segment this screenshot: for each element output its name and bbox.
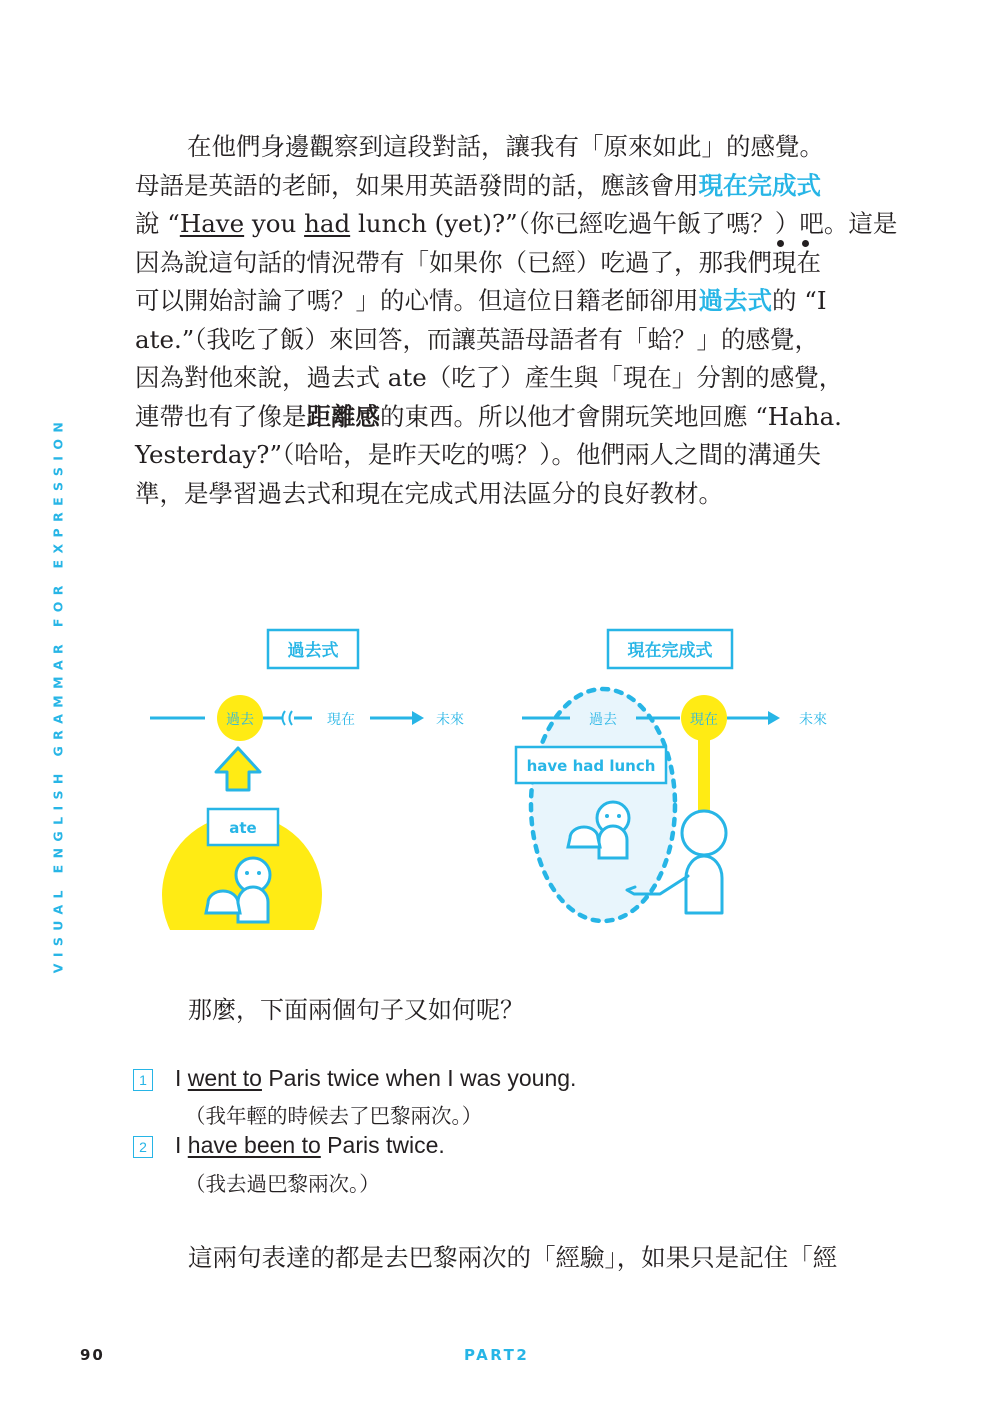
term-distance: 距離感: [306, 401, 380, 431]
page-number: 90: [80, 1346, 105, 1364]
timeline-past-label: 過去: [226, 712, 254, 728]
timeline-right-future-label: 未來: [799, 712, 827, 728]
text-run: 因為說這句話的情況帶有「如果你（已經）吃過了，那我們: [135, 247, 772, 277]
present-perfect-title: 現在完成式: [627, 641, 713, 661]
underlined-had: had: [304, 209, 351, 238]
sidebar-title-text: VISUAL ENGLISH GRAMMAR FOR EXPRESSION: [50, 415, 66, 974]
body-line-3: [135, 205, 898, 244]
example-translation-1: （我年輕的時候去了巴黎兩次。）: [185, 1104, 483, 1128]
tense-diagram: [150, 620, 870, 930]
arrow-right-icon: [768, 711, 780, 725]
term-present-perfect: 現在完成式: [698, 170, 821, 200]
have-had-lunch-label: have had lunch: [526, 757, 656, 775]
text-run: 在他們身邊觀察到這段對話，讓我有「原來如此」的感覺。: [187, 132, 824, 161]
underlined-have: Have: [179, 209, 245, 238]
body-line-6: [135, 321, 865, 360]
text-run: 因為對他來說，過去式 ate（吃了）產生與「現在」分割的感覺，: [135, 363, 844, 392]
body-line-4: [135, 244, 865, 283]
text-run: 母語是英語的老師，如果用英語發問的話，應該會用: [135, 170, 699, 200]
text-run: 準，是學習過去式和現在完成式用法區分的良好教材。: [135, 478, 723, 508]
ate-label: ate: [229, 819, 257, 837]
text-run: you: [244, 209, 305, 238]
text-run: ate.”（我吃了飯）來回答，而讓英語母語者有「蛤？」的感覺，: [135, 324, 820, 354]
underlined-verb: have been to: [187, 1132, 321, 1158]
body-line-5: [135, 282, 865, 321]
timeline-right-past-label: 過去: [589, 712, 617, 728]
timeline-right-present-label: 現在: [690, 712, 718, 728]
body-paragraph: [135, 128, 898, 513]
past-tense-title: 過去式: [287, 641, 339, 661]
body-line-2: [135, 167, 865, 206]
text-run: 連帶也有了像是: [135, 401, 307, 431]
up-arrow-icon: [216, 748, 260, 790]
body-line-10: [135, 475, 865, 514]
text-run: Paris twice.: [320, 1132, 445, 1158]
timeline-present-label: 現在: [327, 712, 355, 728]
emphasis-now: 現在: [772, 247, 821, 277]
body-line-7: [135, 359, 865, 398]
text-run: lunch (yet)?”（你已經吃過午飯了嗎？）吧。這是: [350, 209, 898, 238]
example-sentence-1: [133, 1065, 576, 1092]
timeline-future-label: 未來: [436, 712, 464, 728]
text-run: 可以開始討論了嗎？」的心情。但這位日籍老師卻用: [135, 286, 699, 315]
example-number-2: 2: [133, 1136, 153, 1158]
example-translation-2: （我去過巴黎兩次。）: [185, 1172, 380, 1196]
timeline-break-icon: [283, 711, 293, 725]
body-line-8: [135, 398, 865, 437]
question-text: 那麼，下面兩個句子又如何呢？: [188, 996, 524, 1024]
body-line-9: [135, 436, 865, 475]
body-line-1: [135, 128, 865, 167]
text-run: 的東西。所以他才會開玩笑地回應 “Haha.: [380, 401, 842, 431]
text-run: Yesterday?”（哈哈，是昨天吃的嗎？）。他們兩人之間的溝通失: [135, 440, 821, 469]
text-run: I: [175, 1065, 188, 1091]
sidebar-series-title: [48, 415, 68, 974]
part-label: PART2: [464, 1346, 530, 1364]
underlined-verb: went to: [187, 1065, 262, 1091]
text-run: I: [175, 1132, 188, 1158]
text-run: 說 “: [135, 209, 180, 238]
term-past-tense: 過去式: [698, 286, 772, 315]
example-number-1: 1: [133, 1069, 153, 1091]
arrow-right-icon: [412, 711, 424, 725]
text-run: 的 “I: [772, 286, 827, 315]
text-run: Paris twice when I was young.: [261, 1065, 577, 1091]
example-sentence-2: [133, 1132, 445, 1159]
closing-paragraph: 這兩句表達的都是去巴黎兩次的「經驗」，如果只是記住「經: [188, 1243, 838, 1272]
